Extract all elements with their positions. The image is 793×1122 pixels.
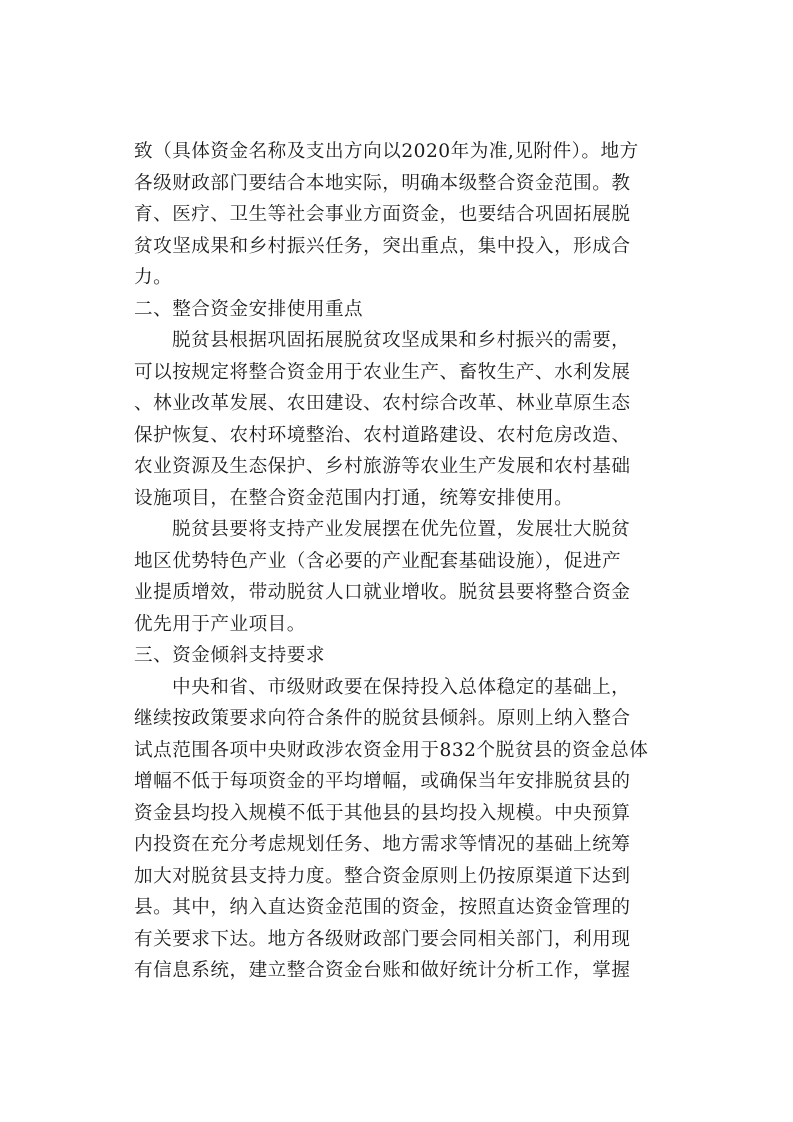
text-line: 脱贫县要将支持产业发展摆在优先位置，发展壮大脱贫 bbox=[172, 519, 631, 540]
text-line: 致（具体资金名称及支出方向以2020年为准,见附件）。地方 bbox=[134, 141, 639, 162]
text-line: 地区优势特色产业（含必要的产业配套基础设施），促进产 bbox=[134, 550, 622, 572]
text-line: 三、资金倾斜支持要求 bbox=[134, 645, 325, 666]
text-line: 业提质增效，带动脱贫人口就业增收。脱贫县要将整合资金 bbox=[134, 582, 631, 603]
text-line: 、林业改革发展、农田建设、农村综合改革、林业草原生态 bbox=[134, 393, 631, 414]
text-line: 增幅不低于每项资金的平均增幅，或确保当年安排脱贫县的 bbox=[134, 771, 631, 792]
text-line: 脱贫县根据巩固拓展脱贫攻坚成果和乡村振兴的需要， bbox=[172, 330, 631, 351]
text-line: 可以按规定将整合资金用于农业生产、畜牧生产、水利发展 bbox=[134, 361, 631, 383]
text-line: 继续按政策要求向符合条件的脱贫县倾斜。原则上纳入整合 bbox=[134, 708, 631, 729]
text-line: 保护恢复、农村环境整治、农村道路建设、农村危房改造、 bbox=[134, 424, 631, 446]
text-line: 各级财政部门要结合本地实际，明确本级整合资金范围。教 bbox=[134, 172, 631, 194]
text-line: 设施项目，在整合资金范围内打通，统筹安排使用。 bbox=[134, 487, 574, 509]
text-line: 中央和省、市级财政要在保持投入总体稳定的基础上， bbox=[172, 676, 631, 698]
text-line: 育、医疗、卫生等社会事业方面资金，也要结合巩固拓展脱 bbox=[134, 204, 631, 225]
text-line: 县。其中，纳入直达资金范围的资金，按照直达资金管理的 bbox=[134, 897, 631, 918]
text-line: 加大对脱贫县支持力度。整合资金原则上仍按原渠道下达到 bbox=[134, 865, 631, 887]
text-line: 试点范围各项中央财政涉农资金用于832个脱贫县的资金总体 bbox=[134, 739, 649, 761]
text-line: 资金县均投入规模不低于其他县的县均投入规模。中央预算 bbox=[134, 802, 631, 824]
text-line: 有关要求下达。地方各级财政部门要会同相关部门，利用现 bbox=[134, 928, 631, 950]
text-line: 优先用于产业项目。 bbox=[134, 613, 306, 635]
document-body bbox=[134, 136, 679, 987]
text-line: 力。 bbox=[134, 267, 173, 288]
text-line: 二、整合资金安排使用重点 bbox=[134, 298, 364, 320]
text-line: 农业资源及生态保护、乡村旅游等农业生产发展和农村基础 bbox=[134, 456, 631, 477]
text-line: 内投资在充分考虑规划任务、地方需求等情况的基础上统筹 bbox=[134, 834, 631, 855]
text-line: 贫攻坚成果和乡村振兴任务，突出重点，集中投入，形成合 bbox=[134, 235, 631, 257]
text-line: 有信息系统，建立整合资金台账和做好统计分析工作，掌握 bbox=[134, 960, 631, 981]
